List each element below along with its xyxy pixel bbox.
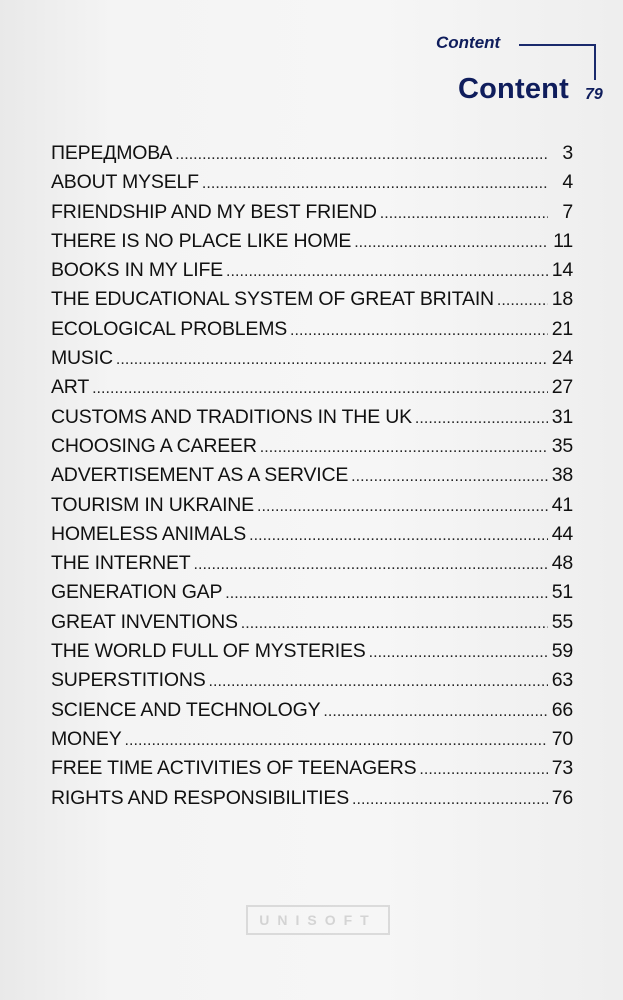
toc-entry (51, 784, 573, 813)
toc-entry-title: THERE IS NO PLACE LIKE HOME (51, 229, 352, 252)
toc-entry-page: 51 (551, 581, 573, 604)
toc-entry (51, 696, 573, 725)
toc-entry-page: 76 (551, 786, 573, 809)
toc-leader-dots (209, 666, 548, 696)
toc-entry-title: ADVERTISEMENT AS A SERVICE (51, 464, 349, 487)
toc-entry-page: 63 (551, 669, 573, 692)
toc-leader-dots (419, 754, 548, 784)
toc-entry (51, 666, 573, 695)
toc-entry (51, 315, 573, 344)
toc-entry-page: 27 (551, 376, 573, 399)
toc-leader-dots (225, 578, 548, 608)
toc-entry-page: 35 (551, 434, 573, 457)
toc-entry-page: 11 (553, 229, 573, 252)
header-rule-horizontal (519, 44, 595, 46)
toc-entry (51, 285, 573, 314)
toc-entry-title: FRIENDSHIP AND MY BEST FRIEND (51, 200, 377, 223)
toc-leader-dots (351, 461, 548, 491)
toc-entry-page: 14 (551, 259, 573, 282)
toc-leader-dots (116, 344, 548, 374)
toc-leader-dots (290, 315, 548, 345)
table-of-contents (51, 139, 573, 813)
toc-entry-page: 4 (562, 171, 573, 194)
toc-entry-title: SCIENCE AND TECHNOLOGY (51, 698, 321, 721)
toc-entry-title: ABOUT MYSELF (51, 171, 199, 194)
toc-entry (51, 520, 573, 549)
toc-leader-dots (354, 227, 548, 257)
toc-entry (51, 198, 573, 227)
toc-entry-title: CUSTOMS AND TRADITIONS IN THE UK (51, 405, 412, 428)
page-title: Content (458, 73, 569, 105)
toc-entry (51, 432, 573, 461)
toc-entry-title: ART (51, 376, 90, 399)
toc-entry (51, 461, 573, 490)
toc-leader-dots (194, 549, 548, 579)
toc-leader-dots (249, 520, 548, 550)
bleed-through-publisher-mark: UNISOFT (246, 905, 390, 935)
toc-entry-page: 73 (551, 757, 573, 780)
toc-entry-title: FREE TIME ACTIVITIES OF TEENAGERS (51, 757, 417, 780)
toc-leader-dots (241, 608, 548, 638)
toc-entry-title: CHOOSING A CAREER (51, 434, 257, 457)
toc-leader-dots (352, 784, 548, 814)
toc-entry (51, 403, 573, 432)
toc-leader-dots (323, 696, 548, 726)
toc-entry (51, 578, 573, 607)
toc-leader-dots (257, 491, 548, 521)
toc-entry-page: 38 (551, 464, 573, 487)
toc-entry-title: SUPERSTITIONS (51, 669, 206, 692)
toc-entry-page: 59 (551, 640, 573, 663)
toc-leader-dots (415, 403, 548, 433)
toc-leader-dots (260, 432, 548, 462)
toc-entry (51, 139, 573, 168)
toc-entry-title: GREAT INVENTIONS (51, 610, 238, 633)
toc-leader-dots (175, 139, 548, 169)
toc-entry-page: 21 (551, 317, 573, 340)
toc-entry (51, 227, 573, 256)
toc-entry (51, 344, 573, 373)
toc-entry-title: HOMELESS ANIMALS (51, 522, 247, 545)
toc-entry (51, 549, 573, 578)
toc-entry-title: THE INTERNET (51, 552, 191, 575)
toc-entry-title: MUSIC (51, 347, 113, 370)
page-number: 79 (585, 86, 603, 103)
toc-entry-page: 44 (551, 522, 573, 545)
toc-entry-title: THE WORLD FULL OF MYSTERIES (51, 640, 366, 663)
toc-entry-page: 7 (562, 200, 573, 223)
toc-leader-dots (497, 285, 548, 315)
toc-entry (51, 491, 573, 520)
header-rule-vertical (594, 44, 596, 80)
toc-entry-page: 31 (551, 405, 573, 428)
toc-leader-dots (226, 256, 548, 286)
toc-entry-page: 48 (551, 552, 573, 575)
toc-entry (51, 373, 573, 402)
toc-entry (51, 168, 573, 197)
toc-entry-page: 55 (551, 610, 573, 633)
toc-leader-dots (92, 373, 548, 403)
toc-entry-page: 24 (551, 347, 573, 370)
toc-entry (51, 256, 573, 285)
toc-entry-title: ПЕРЕДМОВА (51, 142, 173, 164)
toc-entry-title: TOURISM IN UKRAINE (51, 493, 254, 516)
toc-entry (51, 754, 573, 783)
toc-leader-dots (125, 725, 548, 755)
toc-entry-title: THE EDUCATIONAL SYSTEM OF GREAT BRITAIN (51, 288, 494, 311)
toc-leader-dots (202, 168, 548, 198)
toc-entry (51, 608, 573, 637)
toc-entry-title: MONEY (51, 727, 122, 750)
toc-entry-page: 70 (551, 727, 573, 750)
toc-entry-title: ECOLOGICAL PROBLEMS (51, 317, 288, 340)
toc-entry-page: 66 (551, 698, 573, 721)
toc-entry-page: 3 (562, 142, 573, 164)
toc-entry-page: 18 (551, 288, 573, 311)
toc-entry (51, 725, 573, 754)
running-header: Content (436, 33, 501, 52)
toc-entry (51, 637, 573, 666)
toc-entry-page: 41 (551, 493, 573, 516)
toc-leader-dots (369, 637, 548, 667)
toc-entry-title: GENERATION GAP (51, 581, 223, 604)
toc-leader-dots (380, 198, 548, 228)
toc-entry-title: BOOKS IN MY LIFE (51, 259, 223, 282)
toc-entry-title: RIGHTS AND RESPONSIBILITIES (51, 786, 350, 809)
